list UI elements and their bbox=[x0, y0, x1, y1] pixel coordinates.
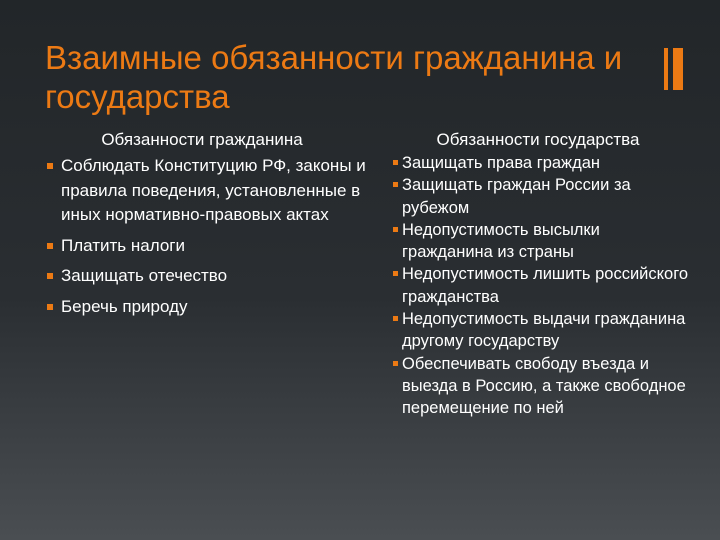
square-bullet-icon bbox=[47, 304, 53, 310]
citizen-duty-text: Платить налоги bbox=[61, 235, 185, 255]
citizen-duty-item bbox=[47, 234, 372, 259]
citizen-duty-item bbox=[47, 264, 372, 289]
citizen-duties-column bbox=[47, 128, 372, 319]
state-duty-item bbox=[393, 219, 693, 264]
state-duty-item bbox=[393, 174, 693, 219]
state-duty-item bbox=[393, 308, 693, 353]
state-duty-text: Обеспечивать свободу въезда и выезда в Россию, а также свободное перемещение по ней bbox=[402, 354, 686, 418]
state-duty-text: Недопустимость высылки гражданина из страны bbox=[402, 220, 600, 262]
slide-title-line-1: Взаимные обязанности гражданина и bbox=[45, 39, 623, 76]
citizen-duty-text: Защищать отечество bbox=[61, 266, 228, 285]
state-duties-column bbox=[393, 128, 693, 420]
citizen-duty-text: Соблюдать Конституцию РФ, законы и правила поведения, установленные в иных нормативно-правовых актах bbox=[61, 156, 366, 224]
square-bullet-icon bbox=[47, 163, 53, 169]
citizen-duties-list bbox=[47, 154, 372, 319]
square-bullet-icon bbox=[393, 271, 398, 276]
state-duties-list bbox=[393, 152, 693, 420]
state-duty-text: Недопустимость выдачи гражданина другому государству bbox=[402, 310, 686, 351]
state-duty-text: Защищать права граждан bbox=[402, 154, 601, 172]
square-bullet-icon bbox=[393, 227, 398, 232]
citizen-duty-text: Беречь природу bbox=[61, 296, 188, 316]
citizen-duty-item bbox=[47, 154, 372, 228]
state-duty-item bbox=[393, 263, 693, 308]
state-duty-item bbox=[393, 353, 693, 420]
state-duty-item bbox=[393, 152, 693, 174]
slide-title-line-2: государства bbox=[45, 78, 230, 115]
state-duties-heading: Обязанности государства bbox=[436, 130, 640, 149]
square-bullet-icon bbox=[393, 361, 398, 366]
citizen-duty-item bbox=[47, 295, 372, 320]
square-bullet-icon bbox=[47, 273, 53, 279]
slide-title bbox=[45, 38, 665, 116]
square-bullet-icon bbox=[393, 160, 398, 165]
state-duty-text: Защищать граждан России за рубежом bbox=[402, 176, 631, 217]
square-bullet-icon bbox=[47, 243, 53, 249]
citizen-duties-heading: Обязанности гражданина bbox=[101, 130, 303, 149]
state-duty-text: Недопустимость лишить российского гражданства bbox=[402, 265, 689, 306]
square-bullet-icon bbox=[393, 316, 398, 321]
title-accent-bar-thick bbox=[673, 48, 683, 90]
square-bullet-icon bbox=[393, 182, 398, 187]
title-accent-bar-thin bbox=[664, 48, 668, 90]
